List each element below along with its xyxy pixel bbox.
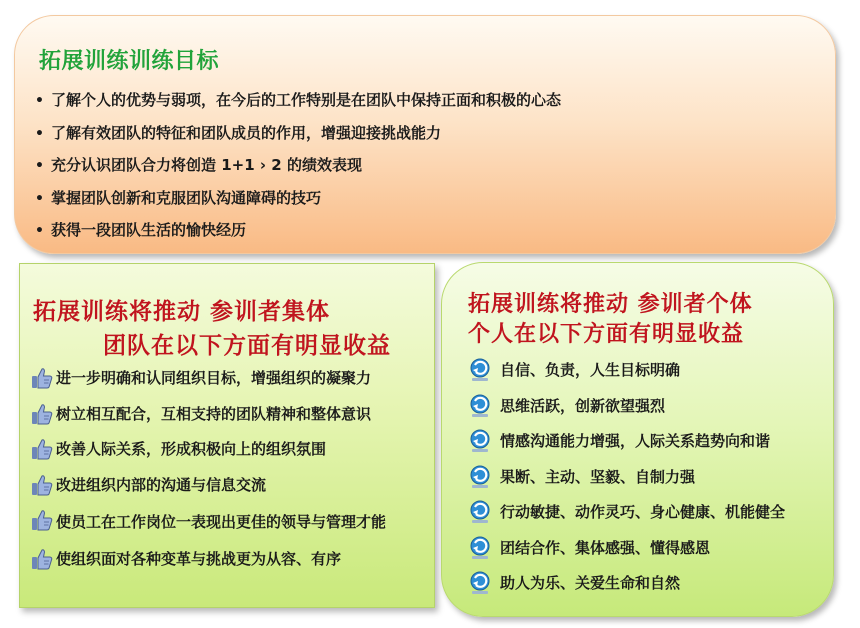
list-item <box>30 541 386 577</box>
list-item <box>30 360 386 396</box>
list-item-text: 助人为乐、关爱生命和自然 <box>500 574 681 592</box>
list-item-text: 改进组织内部的沟通与信息交流 <box>56 475 267 494</box>
list-item <box>468 565 785 601</box>
arrow-badge-icon <box>468 428 492 454</box>
arrow-badge-icon <box>468 357 492 383</box>
list-item <box>35 117 561 150</box>
individual-benefits-list <box>468 352 785 601</box>
individual-benefits-title-line1: 拓展训练将推动 参训者个体 <box>468 292 753 317</box>
bullet-icon: • <box>35 93 44 109</box>
list-item-text: 掌握团队创新和克服团队沟通障碍的技巧 <box>51 188 322 207</box>
list-item <box>35 149 561 182</box>
thumbs-up-icon <box>30 366 54 390</box>
list-item <box>468 423 785 459</box>
list-item <box>35 182 561 215</box>
list-item-text: 思维活跃，创新欲望强烈 <box>500 396 666 415</box>
list-item <box>30 396 386 432</box>
thumbs-up-icon <box>30 547 54 571</box>
arrow-badge-icon <box>468 570 492 596</box>
list-item <box>468 459 785 495</box>
list-item <box>35 84 561 117</box>
list-item-text: 改善人际关系，形成积极向上的组织氛围 <box>56 440 327 458</box>
list-item-text: 使组织面对各种变革与挑战更为从容、有序 <box>56 550 342 568</box>
list-item <box>30 502 386 541</box>
arrow-badge-icon <box>468 393 492 419</box>
objectives-title: 拓展训练训练目标 <box>39 49 220 74</box>
bullet-icon: • <box>35 223 44 239</box>
list-item <box>468 352 785 388</box>
list-item <box>35 214 561 247</box>
list-item <box>468 494 785 530</box>
list-item-text: 使员工在工作岗位一表现出更佳的领导与管理才能 <box>56 513 387 531</box>
list-item-text: 自信、负责，人生目标明确 <box>500 361 681 379</box>
bullet-icon: • <box>35 125 44 142</box>
arrow-badge-icon <box>468 499 492 525</box>
list-item-text: 了解个人的优势与弱项，在今后的工作特别是在团队中保持正面和积极的心态 <box>51 91 562 109</box>
list-item-text: 充分认识团队合力将创造 1+1 › 2 的绩效表现 <box>51 156 362 174</box>
list-item <box>468 388 785 424</box>
individual-benefits-title-line2: 个人在以下方面有明显收益 <box>468 322 745 347</box>
arrow-badge-icon <box>468 464 492 490</box>
list-item-text: 获得一段团队生活的愉快经历 <box>51 221 247 239</box>
bullet-icon: • <box>35 158 44 174</box>
objectives-panel <box>14 15 836 254</box>
list-item-text: 果断、主动、坚毅、自制力强 <box>500 467 696 486</box>
list-item <box>468 530 785 566</box>
list-item-text: 团结合作、集体感强、懂得感恩 <box>500 538 711 557</box>
bullet-icon: • <box>35 190 44 207</box>
list-item-text: 树立相互配合，互相支持的团队精神和整体意识 <box>56 404 372 423</box>
arrow-badge-icon <box>468 535 492 561</box>
objectives-list <box>35 84 561 247</box>
team-benefits-title-line2: 团队在以下方面有明显收益 <box>103 333 391 359</box>
list-item-text: 进一步明确和认同组织目标，增强组织的凝聚力 <box>56 369 372 387</box>
individual-benefits-panel <box>441 262 834 617</box>
thumbs-up-icon <box>30 473 54 497</box>
team-benefits-title-line1: 拓展训练将推动 参训者集体 <box>33 299 331 325</box>
list-item-text: 情感沟通能力增强，人际关系趋势向和谐 <box>500 432 771 450</box>
team-benefits-panel <box>19 263 435 608</box>
list-item-text: 了解有效团队的特征和团队成员的作用，增强迎接挑战能力 <box>51 123 442 142</box>
list-item-text: 行动敏捷、动作灵巧、身心健康、机能健全 <box>500 503 786 521</box>
thumbs-up-icon <box>30 437 54 461</box>
list-item <box>30 467 386 503</box>
team-benefits-list <box>30 360 386 577</box>
list-item <box>30 431 386 467</box>
thumbs-up-icon <box>30 402 54 426</box>
thumbs-up-icon <box>30 508 54 532</box>
